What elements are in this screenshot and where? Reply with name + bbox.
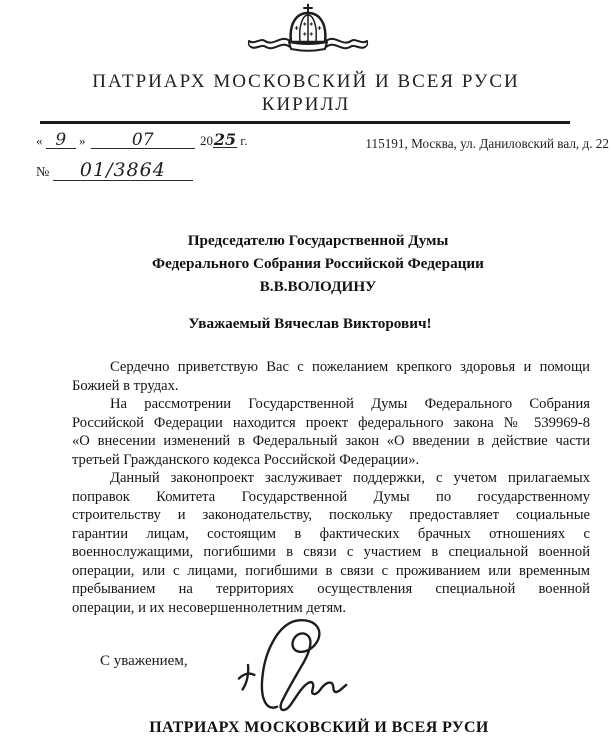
footer-title: ПАТРИАРХ МОСКОВСКИЙ И ВСЕЯ РУСИ [149,719,489,736]
body-line: строительству и законодательству, поскольку предоставляет социальные [72,507,590,523]
body-line: операции, или с лицами, погибшими в связи с проживанием или временным [72,562,590,579]
letterhead-title [0,70,612,116]
number-label: № [36,165,50,180]
addressee-line-1: Председателю Государственной Думы [187,232,449,249]
date-year-handwritten: 25 [213,130,237,149]
patriarchal-mitre-crest-icon [243,3,373,53]
letterhead-title-line1: ПАТРИАРХ МОСКОВСКИЙ И ВСЕЯ РУСИ [92,71,520,92]
date-year-prefix: 20 [200,133,213,148]
date-quote-open: « [36,133,43,148]
body-line: Сердечно приветствую Вас с пожеланием крепкого здоровья и помощи [110,359,590,375]
date-year-suffix: г. [240,133,248,148]
closing-regards: С уважением, [100,653,188,669]
addressee-line-2: Федерального Собрания Российской Федерации [152,255,484,272]
date-quote-close: » [79,133,86,148]
reference-number-line [36,161,193,181]
body-line: На рассмотрении Государственной Думы Федерального Собрания [110,396,590,412]
reference-number-handwritten: 01/3864 [53,161,193,181]
body-line: третьей Гражданского кодекса Российской Федерации». [72,451,420,468]
letterhead-address: 115191, Москва, ул. Даниловский вал, д. 22 [365,136,609,151]
body-line: операции, и их несовершеннолетним детям. [72,599,347,616]
body-line: пребыванием на территориях осуществления специальной военной [72,581,590,597]
body-line: Божией в трудах. [72,377,179,394]
body-line: «О внесении изменений в Федеральный закон «О введении в действие части [72,433,590,449]
body-line: гарантии лицам, состоящим в фактических брачных отношениях с [72,525,590,542]
addressee-block [24,229,612,298]
salutation: Уважаемый Вячеслав Викторович! [188,315,432,332]
body-line: военнослужащими, погибшими в связи с участием в специальной военной [72,544,590,560]
date-line [36,130,248,150]
body-line: Данный законопроект заслуживает поддержки, с учетом прилагаемых [110,470,590,486]
body-line: Российской Федерации находится проект федерального закона № 539969-8 [72,414,590,431]
body-line: поправок Комитета Государственной Думы по государственному [72,488,590,505]
letter-body [72,358,590,617]
addressee-line-3: В.В.ВОЛОДИНУ [259,278,377,295]
letterhead-divider [40,121,570,124]
date-day-handwritten: 9 [46,133,76,149]
patriarch-kirill-signature-icon [228,614,368,714]
date-month-handwritten: 07 [91,133,195,149]
letterhead-title-line2: КИРИЛЛ [261,94,351,115]
